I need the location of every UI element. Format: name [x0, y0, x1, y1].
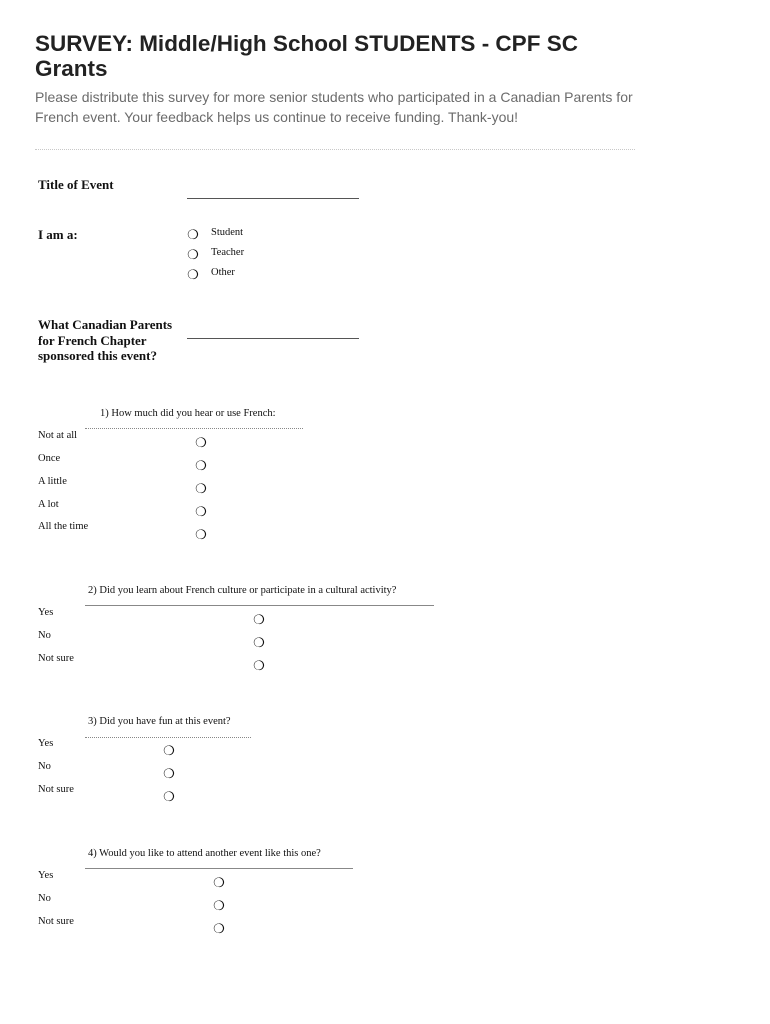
question-2-divider	[85, 605, 434, 606]
radio-button-icon: ❍	[187, 267, 199, 282]
radio-button-icon: ❍	[213, 898, 225, 913]
q2-radio-yes[interactable]	[252, 613, 266, 627]
radio-button-icon: ❍	[253, 658, 265, 673]
radio-button-icon: ❍	[163, 766, 175, 781]
question-1-divider	[85, 428, 303, 429]
event-title-label: Title of Event	[38, 177, 114, 192]
question-1-text: 1) How much did you hear or use French:	[100, 408, 276, 419]
radio-button-icon: ❍	[195, 527, 207, 542]
q1-option-once: Once	[38, 453, 61, 464]
header-divider	[35, 149, 635, 150]
event-title-field[interactable]	[187, 198, 359, 199]
q1-radio-a-little[interactable]	[194, 482, 208, 496]
radio-button-icon: ❍	[163, 743, 175, 758]
option-student: Student	[211, 227, 244, 238]
q1-radio-all-the-time[interactable]	[194, 528, 208, 542]
question-4-divider	[85, 868, 353, 869]
q3-radio-not-sure[interactable]	[162, 790, 176, 804]
q4-radio-not-sure[interactable]	[212, 922, 226, 936]
q3-option-no: No	[38, 761, 51, 772]
chapter-label: What Canadian Parents for French Chapter sponsored this event?	[38, 317, 173, 363]
q3-radio-no[interactable]	[162, 767, 176, 781]
q2-radio-not-sure[interactable]	[252, 659, 266, 673]
question-4-text: 4) Would you like to attend another event like this one?	[88, 848, 321, 859]
q3-radio-yes[interactable]	[162, 744, 176, 758]
q4-radio-yes[interactable]	[212, 876, 226, 890]
radio-button-icon: ❍	[253, 635, 265, 650]
radio-button-icon: ❍	[195, 435, 207, 450]
radio-other[interactable]	[186, 268, 200, 282]
q2-radio-no[interactable]	[252, 636, 266, 650]
radio-student[interactable]	[186, 228, 200, 242]
radio-button-icon: ❍	[163, 789, 175, 804]
radio-teacher[interactable]	[186, 248, 200, 262]
question-2-text: 2) Did you learn about French culture or participate in a cultural activity?	[88, 585, 397, 596]
radio-button-icon: ❍	[195, 504, 207, 519]
q4-option-no: No	[38, 893, 51, 904]
radio-button-icon: ❍	[187, 247, 199, 262]
q2-option-not-sure: Not sure	[38, 653, 74, 664]
question-3-divider	[85, 737, 251, 738]
radio-button-icon: ❍	[195, 481, 207, 496]
q1-radio-not-at-all[interactable]	[194, 436, 208, 450]
option-other: Other	[211, 267, 235, 278]
q4-option-not-sure: Not sure	[38, 916, 74, 927]
chapter-field[interactable]	[187, 338, 359, 339]
q4-option-yes: Yes	[38, 870, 54, 881]
radio-button-icon: ❍	[213, 921, 225, 936]
q1-option-a-lot: A lot	[38, 499, 59, 510]
q2-option-no: No	[38, 630, 51, 641]
radio-button-icon: ❍	[195, 458, 207, 473]
q1-option-a-little: A little	[38, 476, 67, 487]
q4-radio-no[interactable]	[212, 899, 226, 913]
question-3-text: 3) Did you have fun at this event?	[88, 716, 231, 727]
radio-button-icon: ❍	[213, 875, 225, 890]
q2-option-yes: Yes	[38, 607, 54, 618]
i-am-label: I am a:	[38, 227, 78, 242]
page-title: SURVEY: Middle/High School STUDENTS - CPF SC Grants	[35, 31, 578, 81]
q3-option-yes: Yes	[38, 738, 54, 749]
q1-radio-once[interactable]	[194, 459, 208, 473]
page-subtitle: Please distribute this survey for more senior students who participated in a Canadian Parents for French event. Your feedback helps us continue to receive funding. Thank-you!	[35, 89, 633, 125]
q3-option-not-sure: Not sure	[38, 784, 74, 795]
q1-option-not-at-all: Not at all	[38, 430, 78, 441]
option-teacher: Teacher	[211, 247, 245, 258]
q1-radio-a-lot[interactable]	[194, 505, 208, 519]
radio-button-icon: ❍	[187, 227, 199, 242]
q1-option-all-the-time: All the time	[38, 521, 89, 532]
radio-button-icon: ❍	[253, 612, 265, 627]
